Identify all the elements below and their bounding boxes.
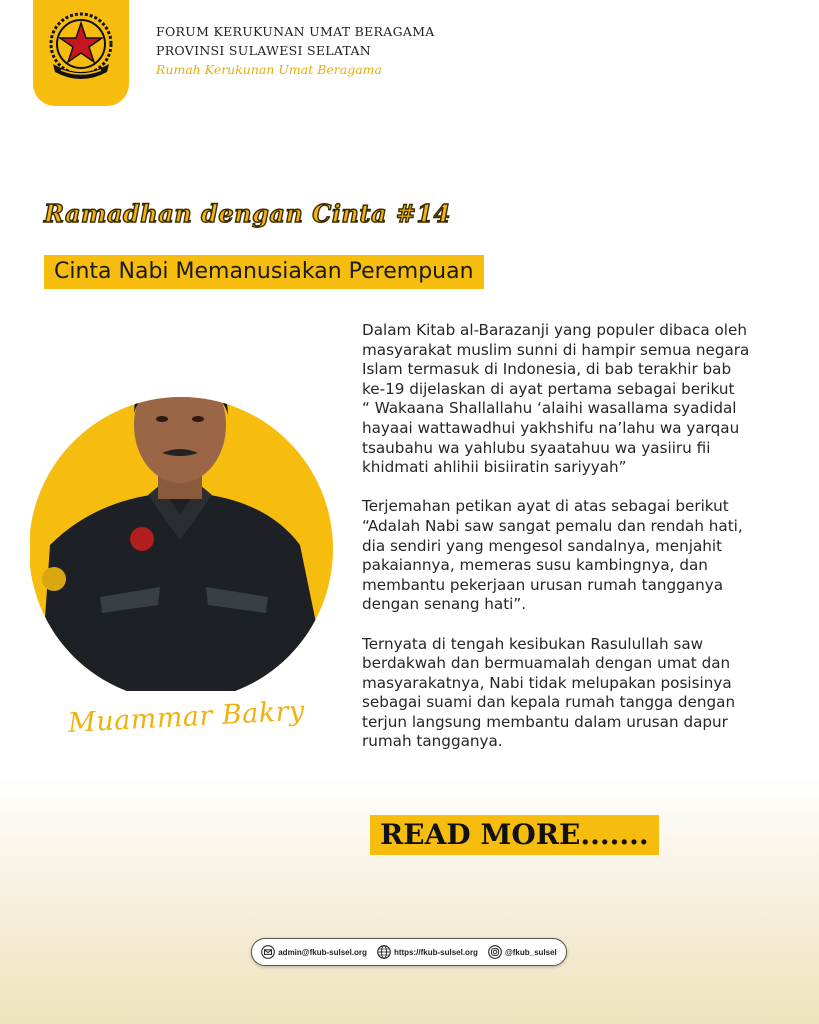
email-icon [261, 945, 275, 959]
paragraph: Terjemahan petikan ayat di atas sebagai berikut “Adalah Nabi saw sangat pemalu dan rendah hati, dia sendiri yang mengesol sandalnya, menjahit pakaiannya, memeras susu kambingnya, dan membantu pekerjaan urusan rumah tangganya dengan senang hati”. [362, 497, 743, 614]
website-link[interactable] [377, 945, 478, 959]
org-name-line1: FORUM KERUKUNAN UMAT BERAGAMA [156, 24, 435, 39]
paragraph: Dalam Kitab al-Barazanji yang populer dibaca oleh masyarakat muslim sunni di hampir semua negara Islam termasuk di Indonesia, di bab terakhir bab ke-19 dijelaskan di ayat pertama sebagai berikut “ Wakaana Shallallahu ‘alaihi wasallama syadidal hayaai wattawadhui yakhshifu na’lahu wa yarqau tsaubahu wa yahlubu syaatahuu wa yasiiru fii khidmati ahlihii bisiiratin sariyyah” [362, 321, 750, 477]
logo-badge [33, 0, 129, 106]
instagram-text: @fkub_sulsel [504, 947, 557, 957]
author-photo [30, 335, 336, 695]
org-tagline: Rumah Kerukunan Umat Beragama [156, 62, 382, 77]
globe-icon [377, 945, 391, 959]
organization-header [156, 22, 435, 80]
article-title: Cinta Nabi Memanusiakan Perempuan [44, 255, 484, 289]
website-text: https://fkub-sulsel.org [393, 947, 478, 957]
article-body [362, 321, 782, 772]
garuda-star-logo-icon [41, 6, 121, 88]
org-name-line2: PROVINSI SULAWESI SELATAN [156, 43, 372, 58]
series-title: Ramadhan dengan Cinta #14 [44, 199, 451, 228]
instagram-link[interactable] [488, 945, 557, 959]
author-signature: Muammar Bakry [67, 695, 306, 739]
email-text: admin@fkub-sulsel.org [278, 947, 367, 957]
contact-bar [251, 938, 567, 966]
email-link[interactable] [261, 945, 367, 959]
instagram-icon [488, 945, 502, 959]
paragraph: Ternyata di tengah kesibukan Rasulullah saw berdakwah dan bermuamalah dengan umat dan masyarakatnya, Nabi tidak melupakan posisinya sebagai suami dan kepala rumah tangga dengan terjun langsung membantu dalam urusan dapur rumah tangganya. [362, 634, 736, 751]
read-more-button[interactable]: READ MORE....... [370, 815, 659, 855]
